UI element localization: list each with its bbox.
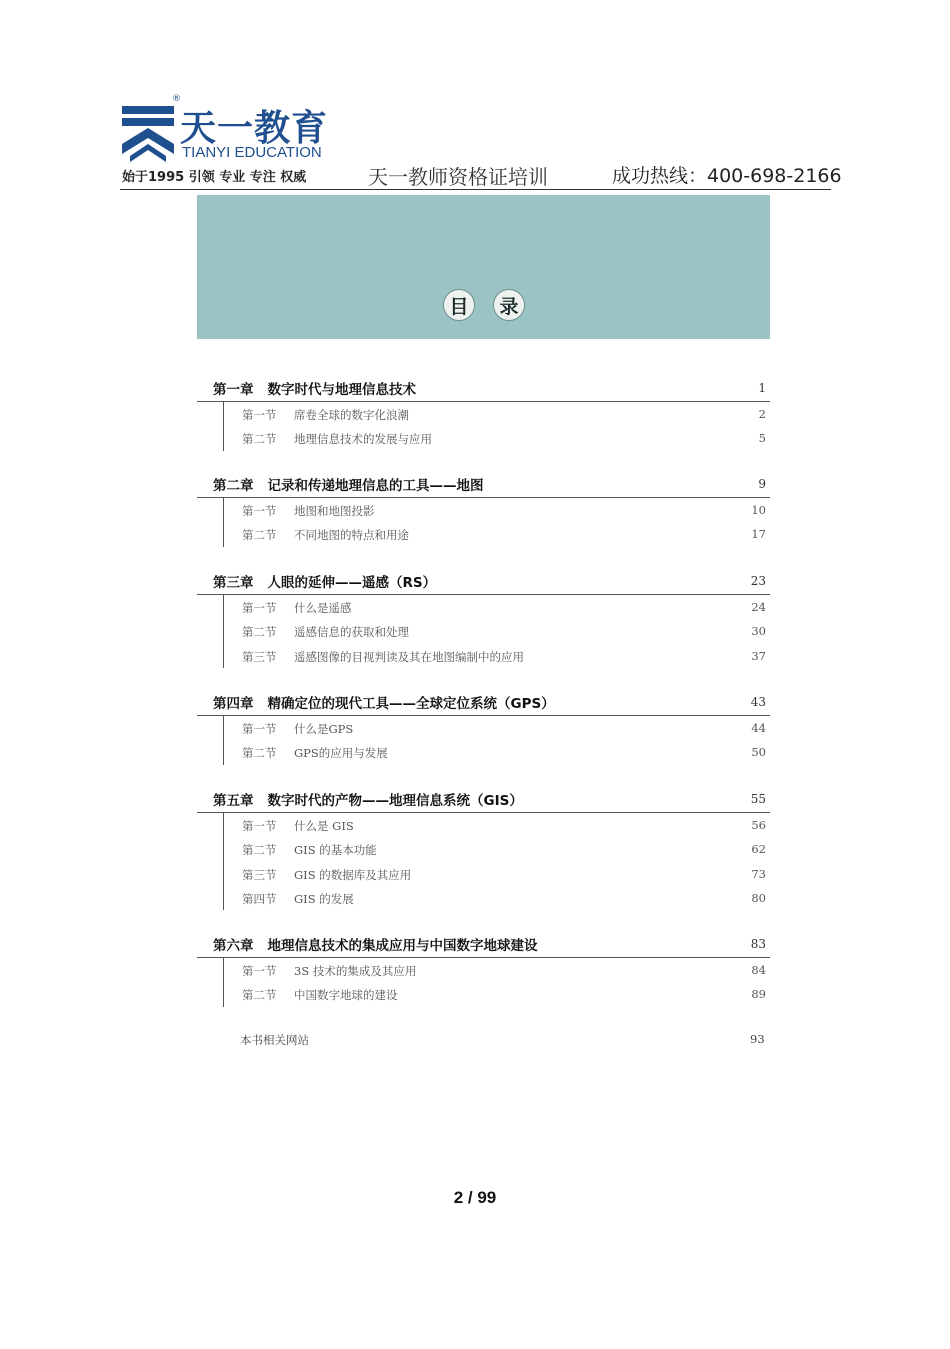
chapter-label: 第四章 — [213, 696, 254, 712]
registered-mark: ® — [172, 94, 181, 104]
toc-chapter — [197, 568, 770, 689]
toc-section[interactable] — [224, 716, 770, 740]
section-page: 30 — [751, 624, 766, 639]
section-label: 第一节 — [242, 601, 277, 615]
section-page: 17 — [751, 527, 766, 542]
section-title: 什么是GPS — [294, 722, 354, 736]
section-title: 地理信息技术的发展与应用 — [294, 432, 432, 447]
section-page: 73 — [751, 866, 766, 881]
chapter-page: 1 — [758, 381, 766, 395]
toc-chapter — [197, 689, 770, 786]
section-label: 第三节 — [242, 649, 277, 664]
toc-chapter-heading[interactable] — [197, 689, 770, 716]
header-training-title: 天一教师资格证培训 — [368, 165, 548, 189]
table-of-contents — [197, 375, 770, 1011]
toc-section[interactable] — [224, 862, 770, 886]
toc-section[interactable] — [224, 886, 770, 910]
section-label: 第一节 — [242, 722, 277, 736]
chapter-page: 23 — [750, 574, 766, 588]
chapter-label: 第三章 — [213, 575, 254, 591]
toc-section[interactable] — [224, 619, 770, 643]
toc-chapter-heading[interactable] — [197, 786, 770, 813]
section-label: 第一节 — [242, 504, 277, 518]
chapter-page: 9 — [758, 477, 766, 491]
section-page: 50 — [751, 745, 766, 760]
chapter-page: 43 — [750, 695, 766, 709]
section-page: 62 — [751, 842, 766, 857]
toc-section-list — [223, 958, 770, 1007]
tianyi-logo — [120, 96, 340, 186]
toc-chapter — [197, 786, 770, 931]
toc-section-list — [223, 402, 770, 451]
section-title: 中国数字地球的建设 — [294, 988, 398, 1003]
chapter-title: 记录和传递地理信息的工具——地图 — [267, 478, 484, 494]
toc-appendix-title[interactable]: 本书相关网站 — [240, 1033, 309, 1047]
chapter-title: 数字时代与地理信息技术 — [267, 382, 416, 398]
chapter-label: 第五章 — [213, 793, 254, 809]
toc-section[interactable] — [224, 982, 770, 1006]
section-title: 不同地图的特点和用途 — [294, 528, 409, 543]
toc-section-list — [223, 595, 770, 668]
toc-section[interactable] — [224, 402, 770, 426]
toc-section-list — [223, 716, 770, 765]
toc-section[interactable] — [224, 958, 770, 982]
section-page: 5 — [758, 431, 766, 446]
section-title: 3S 技术的集成及其应用 — [294, 964, 417, 978]
toc-chapter — [197, 931, 770, 1011]
section-label: 第二节 — [242, 746, 277, 761]
toc-banner-title — [443, 289, 525, 321]
section-title: GPS的应用与发展 — [294, 746, 388, 761]
section-page: 37 — [751, 648, 766, 663]
toc-section-list — [223, 498, 770, 547]
chapter-title: 数字时代的产物——地理信息系统（GIS） — [267, 793, 523, 809]
section-page: 2 — [758, 407, 766, 421]
section-label: 第二节 — [242, 528, 277, 543]
header-hotline: 成功热线：400-698-2166 — [612, 165, 842, 187]
section-label: 第三节 — [242, 867, 277, 882]
toc-chapter-heading[interactable] — [197, 568, 770, 595]
toc-section[interactable] — [224, 498, 770, 522]
section-page: 56 — [751, 818, 766, 832]
toc-chapter-heading[interactable] — [197, 931, 770, 958]
logo-slogan: 始于1995 引领 专业 专注 权威 — [122, 170, 307, 185]
section-title: GIS 的发展 — [294, 891, 354, 906]
section-page: 80 — [751, 890, 766, 905]
section-title: GIS 的数据库及其应用 — [294, 867, 412, 882]
section-page: 89 — [751, 987, 766, 1002]
toc-section[interactable] — [224, 522, 770, 546]
section-title: 席卷全球的数字化浪潮 — [294, 408, 409, 422]
toc-section-list — [223, 813, 770, 910]
toc-section[interactable] — [224, 644, 770, 668]
chapter-title: 人眼的延伸——遥感（RS） — [267, 575, 437, 591]
header-divider — [120, 189, 831, 190]
section-page: 84 — [751, 963, 766, 977]
toc-chapter — [197, 471, 770, 568]
section-label: 第二节 — [242, 432, 277, 447]
toc-appendix-page: 93 — [750, 1032, 765, 1046]
section-title: GIS 的基本功能 — [294, 843, 377, 858]
banner-char-mu: 目 — [443, 289, 475, 321]
toc-section[interactable] — [224, 813, 770, 837]
section-title: 遥感信息的获取和处理 — [294, 625, 409, 640]
toc-section[interactable] — [224, 426, 770, 450]
toc-section[interactable] — [224, 595, 770, 619]
section-label: 第四节 — [242, 891, 277, 906]
section-page: 10 — [751, 503, 766, 517]
tianyi-logo-mark-icon — [122, 104, 174, 162]
section-label: 第二节 — [242, 625, 277, 640]
toc-chapter-heading[interactable] — [197, 375, 770, 402]
section-label: 第二节 — [242, 988, 277, 1003]
chapter-label: 第一章 — [213, 382, 254, 398]
banner-char-lu: 录 — [493, 289, 525, 321]
section-label: 第一节 — [242, 819, 277, 833]
chapter-title: 精确定位的现代工具——全球定位系统（GPS） — [267, 696, 555, 712]
section-page: 44 — [751, 721, 766, 735]
logo-english-text: TIANYI EDUCATION — [182, 144, 322, 161]
section-label: 第一节 — [242, 964, 277, 978]
chapter-page: 55 — [750, 792, 766, 806]
toc-banner — [197, 195, 770, 339]
section-title: 地图和地图投影 — [294, 504, 375, 518]
page-indicator: 2 / 99 — [453, 1188, 497, 1207]
chapter-label: 第六章 — [213, 938, 254, 954]
chapter-page: 83 — [750, 937, 766, 951]
section-title: 什么是遥感 — [294, 601, 352, 615]
section-title: 什么是 GIS — [294, 819, 354, 833]
toc-chapter-heading[interactable] — [197, 471, 770, 498]
section-title: 遥感图像的目视判读及其在地图编制中的应用 — [294, 649, 524, 664]
toc-chapter — [197, 375, 770, 471]
chapter-label: 第二章 — [213, 478, 254, 494]
logo-chinese-text: 天一教育 — [180, 108, 329, 149]
toc-section[interactable] — [224, 740, 770, 764]
section-page: 24 — [751, 600, 766, 614]
section-label: 第二节 — [242, 843, 277, 858]
chapter-title: 地理信息技术的集成应用与中国数字地球建设 — [267, 938, 538, 954]
toc-section[interactable] — [224, 837, 770, 861]
section-label: 第一节 — [242, 408, 277, 422]
